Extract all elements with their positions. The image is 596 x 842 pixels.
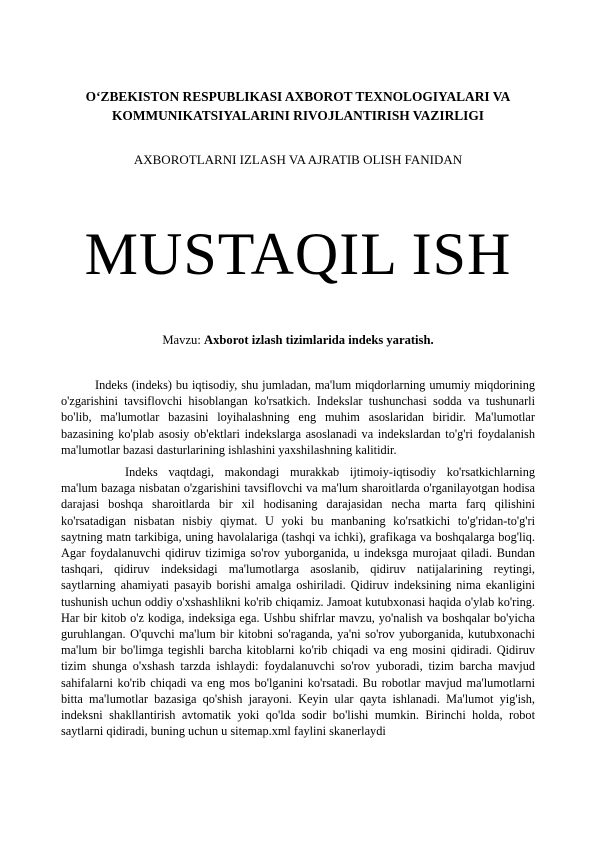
topic-colon: :: [197, 333, 204, 347]
body-text: [61, 377, 535, 745]
subject-heading: AXBOROTLARNI IZLASH VA AJRATIB OLISH FANIDAN: [133, 152, 463, 167]
page-title: MUSTAQIL ISH: [84, 221, 512, 287]
ministry-header: [60, 87, 536, 125]
paragraph-2: Indeks vaqtdagi, makondagi murakkab ijtimoiy-iqtisodiy ko'rsatkichlarning ma'lum bazaga nisbatan o'zgarishini tavsiflovchi va ma'lum sharoitlarda o'rganilayotgan hodisa darajasi boshqa sharoitlarda bir xil hodisaning darajasidan necha marta farq qilishini ko'rsatadigan nisbatan nisbiy qiymat. U yoki bu manbaning ko'rsatkichi to'g'ridan-to'g'ri saytning matn tarkibiga, uning havolalariga (tashqi va ichki), grafikaga va boshqalarga bog'liq. Agar foydalanuvchi qidiruv tizimiga so'rov yuborganida, u indeksga murojaat qiladi. Bundan tashqari, qidiruv indeksidagi ma'lumotlarga asoslanib, qidiruv natijalarining reytingi, saytlarning ahamiyati pasayib borishi amalga oshiriladi. Qidiruv indeksining nima ekanligini tushunish uchun oddiy o'xshashlikni ko'rib chiqamiz. Jamoat kutubxonasi haqida o'ylab ko'ring. Har bir kitob o'z kodiga, indeksiga ega. Ushbu shifrlar mavzu, yo'nalish va boshqalar bo'yicha guruhlangan. O'quvchi ma'lum bir kitobni so'raganda, ya'ni so'rov yuborganida, kutubxonachi ma'lum bir bo'limga tegishli barcha kitoblarni ko'rib chiqadi va eng mosini qidiradi. Qidiruv tizim shunga o'xshash tarzda ishlaydi: foydalanuvchi so'rov yuboradi, tizim barcha mavjud sahifalarni ko'rib chiqadi va eng mos bo'lganini ko'rsatadi. Bu robotlar mavjud ma'lumotlarni bitta ma'lumotlar bazasiga qo'shish jarayoni. Keyin ular qayta ishlanadi. Ma'lumot yig'ish, indeksni shakllantirish avtomatik yoki qo'lda sodir bo'lishi mumkin. Birinchi holda, robot saytlarni qidiradi, buning uchun u sitemap.xml faylini skanerlaydi: [61, 465, 535, 739]
topic-line: [60, 332, 536, 349]
ministry-line-1: O‘ZBEKISTON RESPUBLIKASI AXBOROT TEXNOLOGIYALARI VA: [85, 89, 511, 104]
ministry-line-2: KOMMUNIKATSIYALARINI RIVOJLANTIRISH VAZIRLIGI: [111, 108, 485, 123]
topic-label: Mavzu: [162, 333, 198, 347]
topic-value: Axborot izlash tizimlarida indeks yaratish.: [204, 333, 434, 347]
paragraph-1: Indeks (indeks) bu iqtisodiy, shu jumladan, ma'lum miqdorlarning umumiy miqdorining o'zgarishini tavsiflovchi hisoblangan ko'rsatkich. Indekslar tushunchasi sodda va tushunarli bo'lib, ma'lumotlar bazasini loyihalashning eng muhim asoslaridan biridir. Ma'lumotlar bazasining ko'plab asosiy ob'ektlari indekslarga asoslanadi va indekslardan to'g'ri foydalanish ma'lumotlar bazasi dasturlarining ishlashini yaxshilashning kalitidir.: [61, 378, 535, 457]
